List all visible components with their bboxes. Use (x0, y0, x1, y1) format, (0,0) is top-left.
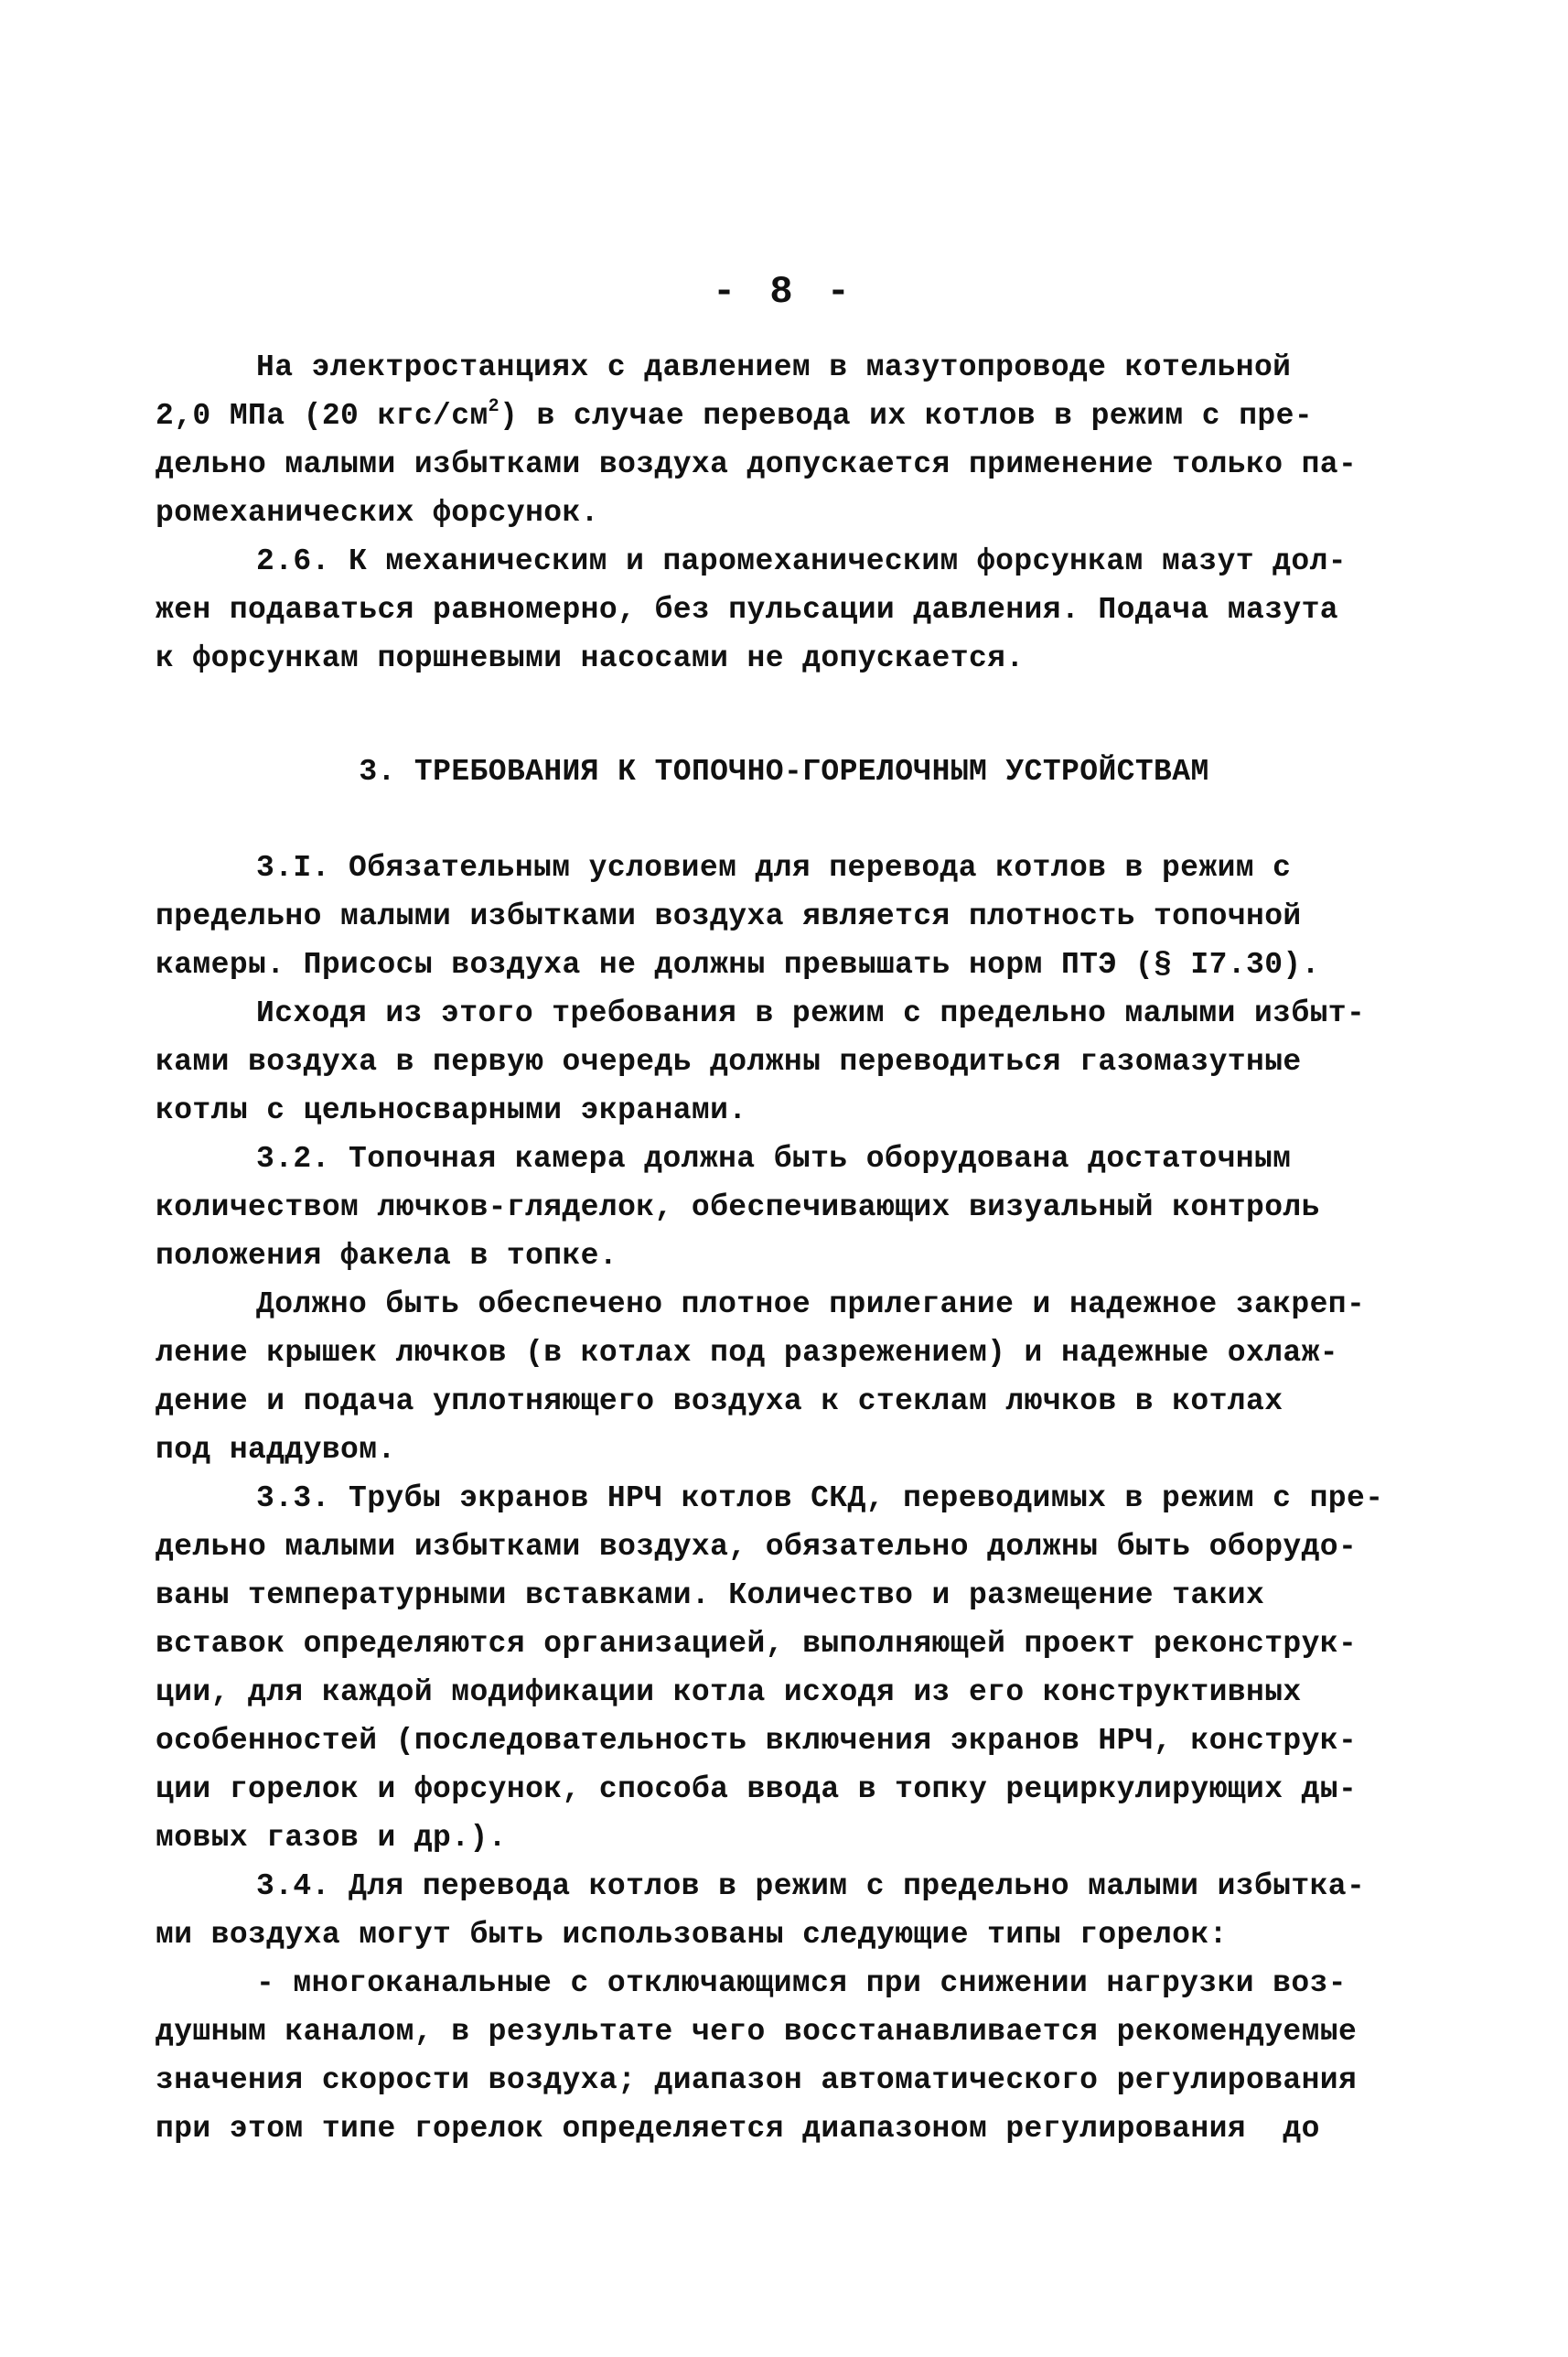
text-line: 3.2. Топочная камера должна быть оборудована достаточным (256, 1142, 1292, 1176)
text-line: количеством лючков-гляделок, обеспечивающих визуальный контроль (156, 1190, 1320, 1224)
text-line: ции, для каждой модификации котла исходя из его конструктивных (156, 1675, 1302, 1709)
text-line: особенностей (последовательность включения экранов НРЧ, конструк- (156, 1724, 1358, 1758)
text-line: 3.I. Обязательным условием для перевода котлов в режим с (256, 851, 1292, 885)
text-line: котлы с цельносварными экранами. (156, 1093, 747, 1127)
text-line: камеры. Присосы воздуха не должны превышать норм ПТЭ (§ I7.30). (156, 948, 1320, 982)
text-line: вставок определяются организацией, выполняющей проект реконструк- (156, 1627, 1358, 1661)
text-line: Исходя из этого требования в режим с предельно малыми избыт- (256, 996, 1366, 1030)
text-line: дельно малыми избытками воздуха, обязательно должны быть оборудо- (156, 1530, 1358, 1564)
text-line: под наддувом. (156, 1433, 396, 1467)
text-line: к форсункам поршневыми насосами не допускается. (156, 641, 1025, 675)
text-fragment: ) в случае перевода их котлов в режим с пре- (499, 399, 1314, 433)
text-line (156, 392, 1372, 440)
text-line: предельно малыми избытками воздуха является плотность топочной (156, 899, 1302, 933)
text-line: 3.4. Для перевода котлов в режим с предельно малыми избытка- (256, 1869, 1366, 1903)
text-line: ми воздуха могут быть использованы следующие типы горелок: (156, 1918, 1228, 1952)
text-line: дельно малыми избытками воздуха допускается применение только па- (156, 447, 1358, 481)
text-line: душным каналом, в результате чего восстанавливается рекомендуемые (156, 2015, 1358, 2049)
text-line: ции горелок и форсунок, способа ввода в топку рециркулирующих ды- (156, 1772, 1358, 1806)
section-heading: 3. ТРЕБОВАНИЯ К ТОПОЧНО-ГОРЕЛОЧНЫМ УСТРОЙСТВАМ (359, 755, 1209, 789)
text-line: значения скорости воздуха; диапазон автоматического регулирования (156, 2063, 1358, 2097)
text-line: Должно быть обеспечено плотное прилегание и надежное закреп- (256, 1287, 1366, 1321)
text-line: 3.3. Трубы экранов НРЧ котлов СКД, переводимых в режим с пре- (256, 1481, 1384, 1515)
text-line: На электростанциях с давлением в мазутопроводе котельной (256, 350, 1292, 384)
text-line: при этом типе горелок определяется диапазоном регулирования до (156, 2112, 1320, 2146)
text-line: 2.6. К механическим и паромеханическим форсункам мазут дол- (256, 544, 1347, 578)
superscript: 2 (488, 396, 500, 417)
text-line: мовых газов и др.). (156, 1821, 507, 1855)
text-line: - многоканальные с отключающимся при снижении нагрузки воз- (256, 1966, 1347, 2000)
text-line: положения факела в топке. (156, 1239, 618, 1273)
text-line: жен подаваться равномерно, без пульсации давления. Подача мазута (156, 593, 1339, 627)
text-fragment: 2,0 МПа (20 кгс/см (156, 399, 489, 433)
page-number: - 8 - (712, 270, 856, 314)
text-line: дение и подача уплотняющего воздуха к стеклам лючков в котлах (156, 1384, 1283, 1418)
paragraph-block-top (156, 343, 1372, 683)
text-line: ками воздуха в первую очередь должны переводиться газомазутные (156, 1045, 1302, 1079)
paragraph-block-section-3 (156, 844, 1384, 2153)
text-line: ление крышек лючков (в котлах под разрежением) и надежные охлаж- (156, 1336, 1339, 1370)
text-line: ваны температурными вставками. Количество и размещение таких (156, 1578, 1265, 1612)
text-line: ромеханических форсунок. (156, 496, 599, 530)
